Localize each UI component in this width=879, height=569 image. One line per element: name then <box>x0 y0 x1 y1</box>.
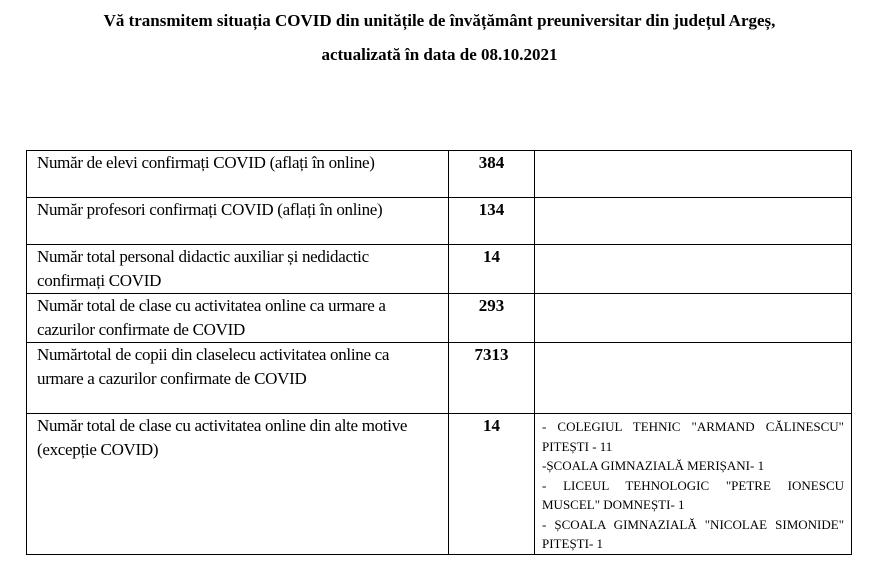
row-label-cell <box>27 294 449 343</box>
row-value-cell <box>449 151 535 198</box>
row-label: Numărtotal de copii din claselecu activitatea online ca urmare a cazurilor confirmate de COVID <box>37 345 390 388</box>
row-label-cell <box>27 198 449 245</box>
row-label-cell <box>27 151 449 198</box>
row-notes-cell <box>535 343 852 414</box>
row-notes-cell <box>535 245 852 294</box>
row-notes-cell <box>535 151 852 198</box>
school-note: - COLEGIUL TEHNIC "ARMAND CĂLINESCU" PITEȘTI - 11 <box>542 419 844 454</box>
row-label: Număr de elevi confirmați COVID (aflați în online) <box>37 153 375 172</box>
table-row <box>27 414 852 555</box>
table-row <box>27 294 852 343</box>
other-reasons-school-list <box>535 414 851 554</box>
covid-status-table <box>26 150 852 555</box>
row-label: Număr total personal didactic auxiliar și nedidactic confirmați COVID <box>37 247 369 290</box>
page-title: Vă transmitem situația COVID din unitățile de învățământ preuniversitar din județul Argeș, <box>103 11 776 30</box>
row-label-cell <box>27 343 449 414</box>
row-value-cell <box>449 245 535 294</box>
table-row <box>27 245 852 294</box>
row-notes-cell <box>535 198 852 245</box>
row-value: 7313 <box>474 345 509 364</box>
row-value: 14 <box>483 247 500 266</box>
row-value-cell <box>449 198 535 245</box>
row-label: Număr total de clase cu activitatea online din alte motive (excepție COVID) <box>37 416 408 459</box>
row-label-cell <box>27 245 449 294</box>
table-row <box>27 343 852 414</box>
row-label: Număr profesori confirmați COVID (aflați în online) <box>37 200 383 219</box>
table-row <box>27 151 852 198</box>
school-note: -ȘCOALA GIMNAZIALĂ MERIȘANI- 1 <box>542 458 765 473</box>
page-subtitle-date: actualizată în data de 08.10.2021 <box>321 45 558 64</box>
row-value-cell <box>449 294 535 343</box>
school-note: - ȘCOALA GIMNAZIALĂ "NICOLAE SIMONIDE" PITEȘTI- 1 <box>542 516 844 551</box>
row-value: 14 <box>483 416 500 435</box>
row-value: 293 <box>478 296 505 315</box>
row-notes-cell <box>535 294 852 343</box>
table-row <box>27 198 852 245</box>
row-label-cell <box>27 414 449 555</box>
row-value: 134 <box>478 200 505 219</box>
row-value-cell <box>449 414 535 555</box>
school-note: - LICEUL TEHNOLOGIC "PETRE IONESCU MUSCEL" DOMNEȘTI- 1 <box>542 477 844 512</box>
row-value: 384 <box>478 153 505 172</box>
row-value-cell <box>449 343 535 414</box>
row-notes-cell <box>535 414 852 555</box>
row-label: Număr total de clase cu activitatea online ca urmare a cazurilor confirmate de COVID <box>37 296 386 339</box>
